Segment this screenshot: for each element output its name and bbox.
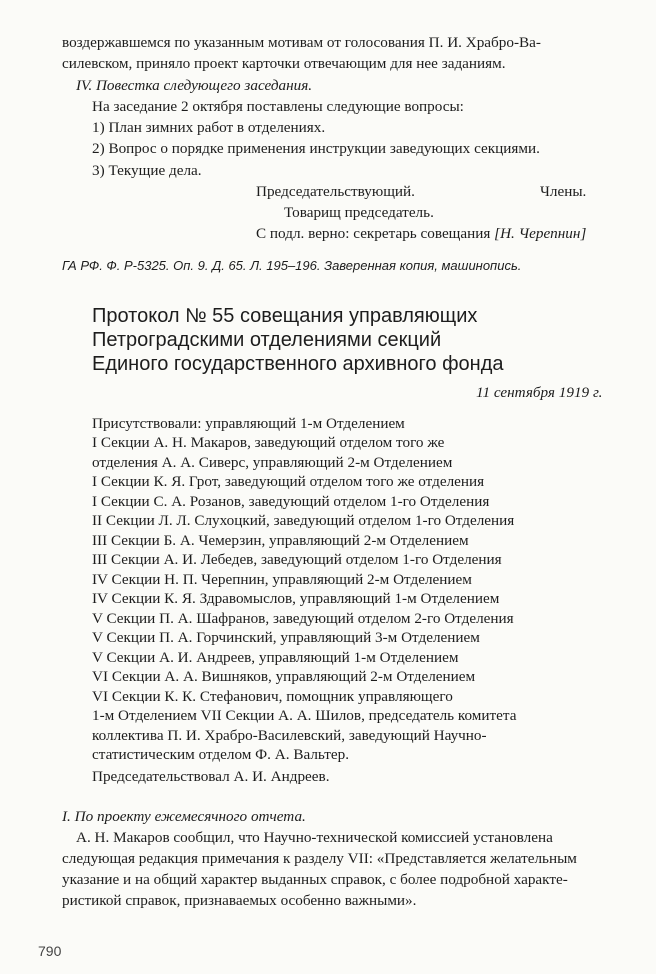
document-title-line: Петроградскими отделениями секций xyxy=(92,329,442,351)
body-line: следующая редакция примечания к разделу VII: «Представляется желательным xyxy=(62,850,577,867)
attestation-name: [Н. Черепнин] xyxy=(494,225,587,242)
chaired-by: Председательствовал А. И. Андреев. xyxy=(92,768,330,785)
attendee-line: III Секции Б. А. Чемерзин, управляющий 2-м Отделением xyxy=(92,532,469,549)
document-title-line: Единого государственного архивного фонда xyxy=(92,353,504,375)
body-line: А. Н. Макаров сообщил, что Научно-технической комиссией установлена xyxy=(76,829,553,846)
document-date: 11 сентября 1919 г. xyxy=(476,384,603,401)
attendee-line: II Секции Л. Л. Слухоцкий, заведующий отделом 1-го Отделения xyxy=(92,512,515,529)
attendee-line: VI Секции А. А. Вишняков, управляющий 2-м Отделением xyxy=(92,668,476,685)
agenda-intro: На заседание 2 октября поставлены следующие вопросы: xyxy=(92,98,464,115)
paragraph-line: воздержавшемся по указанным мотивам от голосования П. И. Храбро-Ва- xyxy=(62,34,541,51)
attestation-text: С подл. верно: секретарь совещания xyxy=(256,225,495,242)
attendee-line: Присутствовали: управляющий 1-м Отделением xyxy=(92,415,405,432)
item-heading: I. По проекту ежемесячного отчета. xyxy=(62,808,306,825)
section-heading: IV. Повестка следующего заседания. xyxy=(76,77,313,94)
agenda-item: 2) Вопрос о порядке применения инструкции заведующих секциями. xyxy=(92,140,540,157)
body-line: ристикой справок, признаваемых особенно важными». xyxy=(62,892,417,909)
source-note: ГА РФ. Ф. Р-5325. Оп. 9. Д. 65. Л. 195–196. Заверенная копия, машинопись. xyxy=(62,258,522,273)
page-number: 790 xyxy=(38,943,62,959)
attendee-line: IV Секции Н. П. Черепнин, управляющий 2-м Отделением xyxy=(92,571,472,588)
signature-chair: Председательствующий. xyxy=(256,183,415,200)
attendee-line: I Секции К. Я. Грот, заведующий отделом того же отделения xyxy=(92,473,485,490)
signature-deputy: Товарищ председатель. xyxy=(284,204,434,221)
attendee-line: I Секции С. А. Розанов, заведующий отделом 1-го Отделения xyxy=(92,493,490,510)
attendee-line: IV Секции К. Я. Здравомыслов, управляющий 1-м Отделением xyxy=(92,590,500,607)
attendee-line: V Секции П. А. Шафранов, заведующий отделом 2-го Отделения xyxy=(92,610,514,627)
attendee-line: I Секции А. Н. Макаров, заведующий отделом того же xyxy=(92,434,445,451)
attendee-line: статистическим отделом Ф. А. Вальтер. xyxy=(92,746,350,763)
document-title-line: Протокол № 55 совещания управляющих xyxy=(92,305,478,327)
agenda-item: 3) Текущие дела. xyxy=(92,162,202,179)
attendee-line: коллектива П. И. Храбро-Василевский, заведующий Научно- xyxy=(92,727,487,744)
attendee-line: V Секции А. И. Андреев, управляющий 1-м Отделением xyxy=(92,649,459,666)
body-line: указание и на общий характер выданных справок, с более подробной характе- xyxy=(62,871,568,888)
attestation xyxy=(256,224,586,244)
attendee-line: V Секции П. А. Горчинский, управляющий 3-м Отделением xyxy=(92,629,480,646)
attendee-line: III Секции А. И. Лебедев, заведующий отделом 1-го Отделения xyxy=(92,551,502,568)
signature-members: Члены. xyxy=(540,183,587,200)
attendee-line: VI Секции К. К. Стефанович, помощник управляющего xyxy=(92,688,453,705)
attendee-line: отделения А. А. Сиверс, управляющий 2-м Отделением xyxy=(92,454,453,471)
agenda-item: 1) План зимних работ в отделениях. xyxy=(92,119,326,136)
attendee-line: 1-м Отделением VII Секции А. А. Шилов, председатель комитета xyxy=(92,707,517,724)
paragraph-line: силевском, приняло проект карточки отвечающим для нее заданиям. xyxy=(62,55,506,72)
